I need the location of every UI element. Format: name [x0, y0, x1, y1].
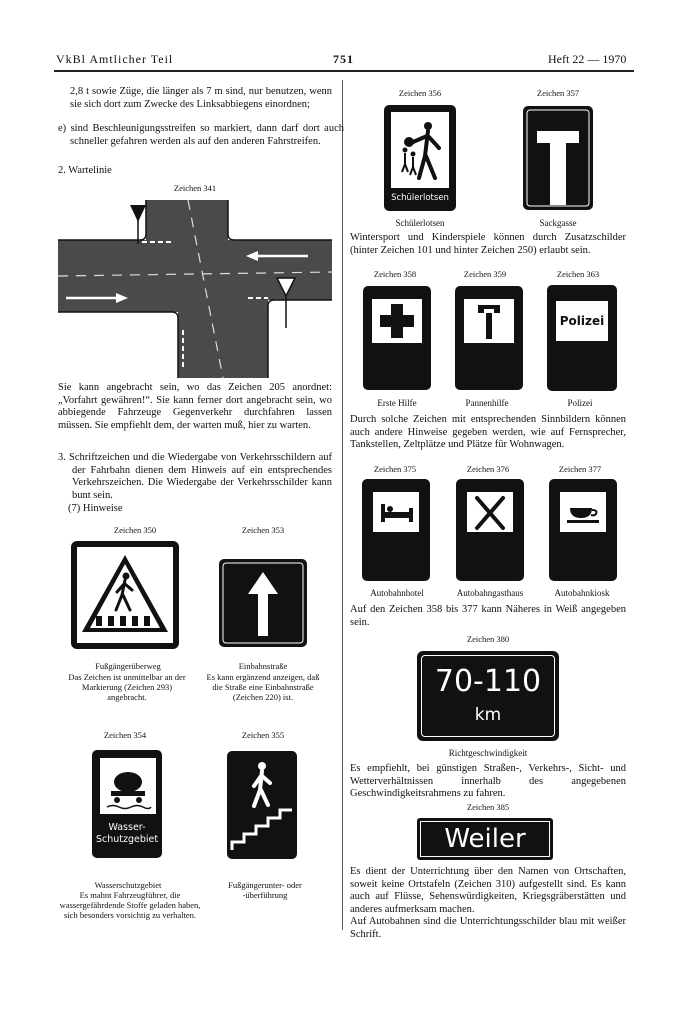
sign-355-pedestrian-underpass [226, 750, 298, 860]
label-zeichen-380: Zeichen 380 [466, 634, 510, 644]
label-zeichen-357: Zeichen 357 [536, 88, 580, 98]
sign-385-place-name [417, 818, 553, 860]
sign-359-breakdown-service [454, 285, 524, 391]
sign-356-school-crossing-guard [384, 105, 456, 211]
header-journal: VkBl Amtlicher Teil [56, 52, 174, 66]
caption-380: Richtgeschwindigkeit [448, 748, 528, 758]
sign-380-unit: km [474, 705, 502, 725]
crossing-guard-icon [391, 112, 449, 188]
label-zeichen-377: Zeichen 377 [558, 464, 602, 474]
label-zeichen-341: Zeichen 341 [173, 183, 217, 193]
caption-354-text: Es mahnt Fahrzeugführer, die wassergefährdende Stoffe geladen haben, sich besonders vorsichtig zu verhalten. [59, 890, 201, 920]
sign-380-speed-range: 70-110 [434, 664, 542, 699]
paragraph-durch-solche: Durch solche Zeichen mit entsprechenden Sinnbildern können auch andere Hinweise gegeben werden, wie auf Fernsprecher, Tankstellen, Zeltplätze und Plätze für Wohnwagen. [350, 414, 626, 450]
sign-354-water-protection [92, 750, 162, 858]
label-zeichen-359: Zeichen 359 [463, 269, 507, 279]
item-3-schriftzeichen: 3. Schriftzeichen und die Wiedergabe von Verkehrsschildern auf der Fahrbahn dienen dem Hinweis auf ein entsprechendes Verkehrszeichen. Die Wiedergabe der Verkehrsschilder kann bunt sein. [58, 452, 332, 501]
column-divider [342, 80, 343, 930]
sign-350-pedestrian-crossing [70, 540, 180, 650]
label-zeichen-375: Zeichen 375 [373, 464, 417, 474]
label-zeichen-358: Zeichen 358 [373, 269, 417, 279]
sign-354-line2: Schutzgebiet [95, 834, 159, 845]
label-zeichen-356: Zeichen 356 [398, 88, 442, 98]
sign-375-motorway-hotel [361, 478, 431, 582]
item-2-wartelinie: 2. Wartelinie [58, 165, 112, 176]
sign-363-text: Polizei [556, 301, 608, 341]
caption-357: Sackgasse [539, 218, 577, 228]
caption-377: Autobahnkiosk [554, 588, 610, 598]
sign-363-police [547, 285, 617, 391]
label-zeichen-354: Zeichen 354 [103, 730, 147, 740]
paragraph-wintersport: Wintersport und Kinderspiele können durch Zusatzschilder (hinter Zeichen 101 und hinter Zeichen 250) erlaubt sein. [350, 232, 626, 256]
caption-363: Polizei [567, 398, 593, 408]
paragraph-wartelinie: Sie kann angebracht sein, wo das Zeichen 205 anordnet: „Vorfahrt gewähren!“. Sie kann ferner dort angebracht sein, wo abbiegende Fahrzeuge Gegenverkehr durchfahren lassen müssen. Sie empfiehlt dem, der warten muß, hier zu warten. [58, 382, 332, 431]
caption-359: Pannenhilfe [465, 398, 509, 408]
paragraph-es-dient: Es dient der Unterrichtung über den Namen von Ortschaften, soweit keine Ortstafeln (Zeichen 310) aufgestellt sind. Es kann auch auf Flüsse, Sehenswürdigkeiten, Kriegsgräberstätten und anderes aufmerksam machen. [350, 866, 626, 915]
paragraph-empfiehlt: Es empfiehlt, bei günstigen Straßen-, Verkehrs-, Sicht- und Wetterverhältnissen innerhalb des angegebenen Geschwindigkeitsrahmens zu fahren. [350, 763, 626, 799]
sign-353-one-way [218, 558, 308, 648]
sign-377-motorway-kiosk [548, 478, 618, 582]
paragraph-continued: 2,8 t sowie Züge, die länger als 7 m sind, nur benutzen, wenn sie sich dort zum Zwecke des Linksabbiegens einordnen; [70, 86, 332, 110]
sign-385-text: Weiler [444, 824, 526, 854]
sign-358-first-aid [362, 285, 432, 391]
caption-375: Autobahnhotel [370, 588, 424, 598]
caption-354-title: Wasserschutzgebiet [94, 880, 162, 890]
label-zeichen-355: Zeichen 355 [241, 730, 285, 740]
caption-353-text: Es kann ergänzend anzeigen, daß die Straße eine Einbahnstraße (Zeichen 220) ist. [206, 672, 320, 702]
section-hinweise: (7) Hinweise [68, 503, 123, 514]
caption-350-title: Fußgängerüberweg [95, 661, 161, 671]
caption-376: Autobahngasthaus [456, 588, 524, 598]
sign-357-dead-end [522, 105, 594, 211]
paragraph-auf-den-zeichen: Auf den Zeichen 358 bis 377 kann Näheres in Weiß angegeben sein. [350, 604, 626, 628]
header-page-number: 751 [333, 52, 354, 66]
intersection-illustration [58, 200, 332, 378]
caption-358: Erste Hilfe [377, 398, 417, 408]
paragraph-autobahnen: Auf Autobahnen sind die Unterrichtungsschilder blau mit weißer Schrift. [350, 916, 626, 940]
caption-350-text: Das Zeichen ist unmittelbar an der Markierung (Zeichen 293) angebracht. [68, 672, 186, 702]
water-tanker-icon [100, 758, 156, 814]
label-zeichen-385: Zeichen 385 [466, 802, 510, 812]
caption-355: Fußgängerunter- oder -überführung [228, 880, 302, 900]
caption-353-title: Einbahnstraße [238, 661, 288, 671]
label-zeichen-350: Zeichen 350 [113, 525, 157, 535]
sign-356-text: Schülerlotsen [391, 193, 449, 203]
header-issue: Heft 22 — 1970 [548, 52, 627, 66]
sign-354-line1: Wasser- [108, 822, 146, 833]
header-rule [54, 70, 634, 72]
sign-380-advisory-speed [417, 651, 559, 741]
paragraph-e: e) sind Beschleunigungsstreifen so markiert, dann darf dort auch schneller gefahren werden als auf den anderen Fahrstreifen. [58, 123, 344, 147]
label-zeichen-363: Zeichen 363 [556, 269, 600, 279]
label-zeichen-376: Zeichen 376 [466, 464, 510, 474]
caption-356: Schülerlotsen [395, 218, 445, 228]
label-zeichen-353: Zeichen 353 [241, 525, 285, 535]
sign-376-motorway-restaurant [455, 478, 525, 582]
